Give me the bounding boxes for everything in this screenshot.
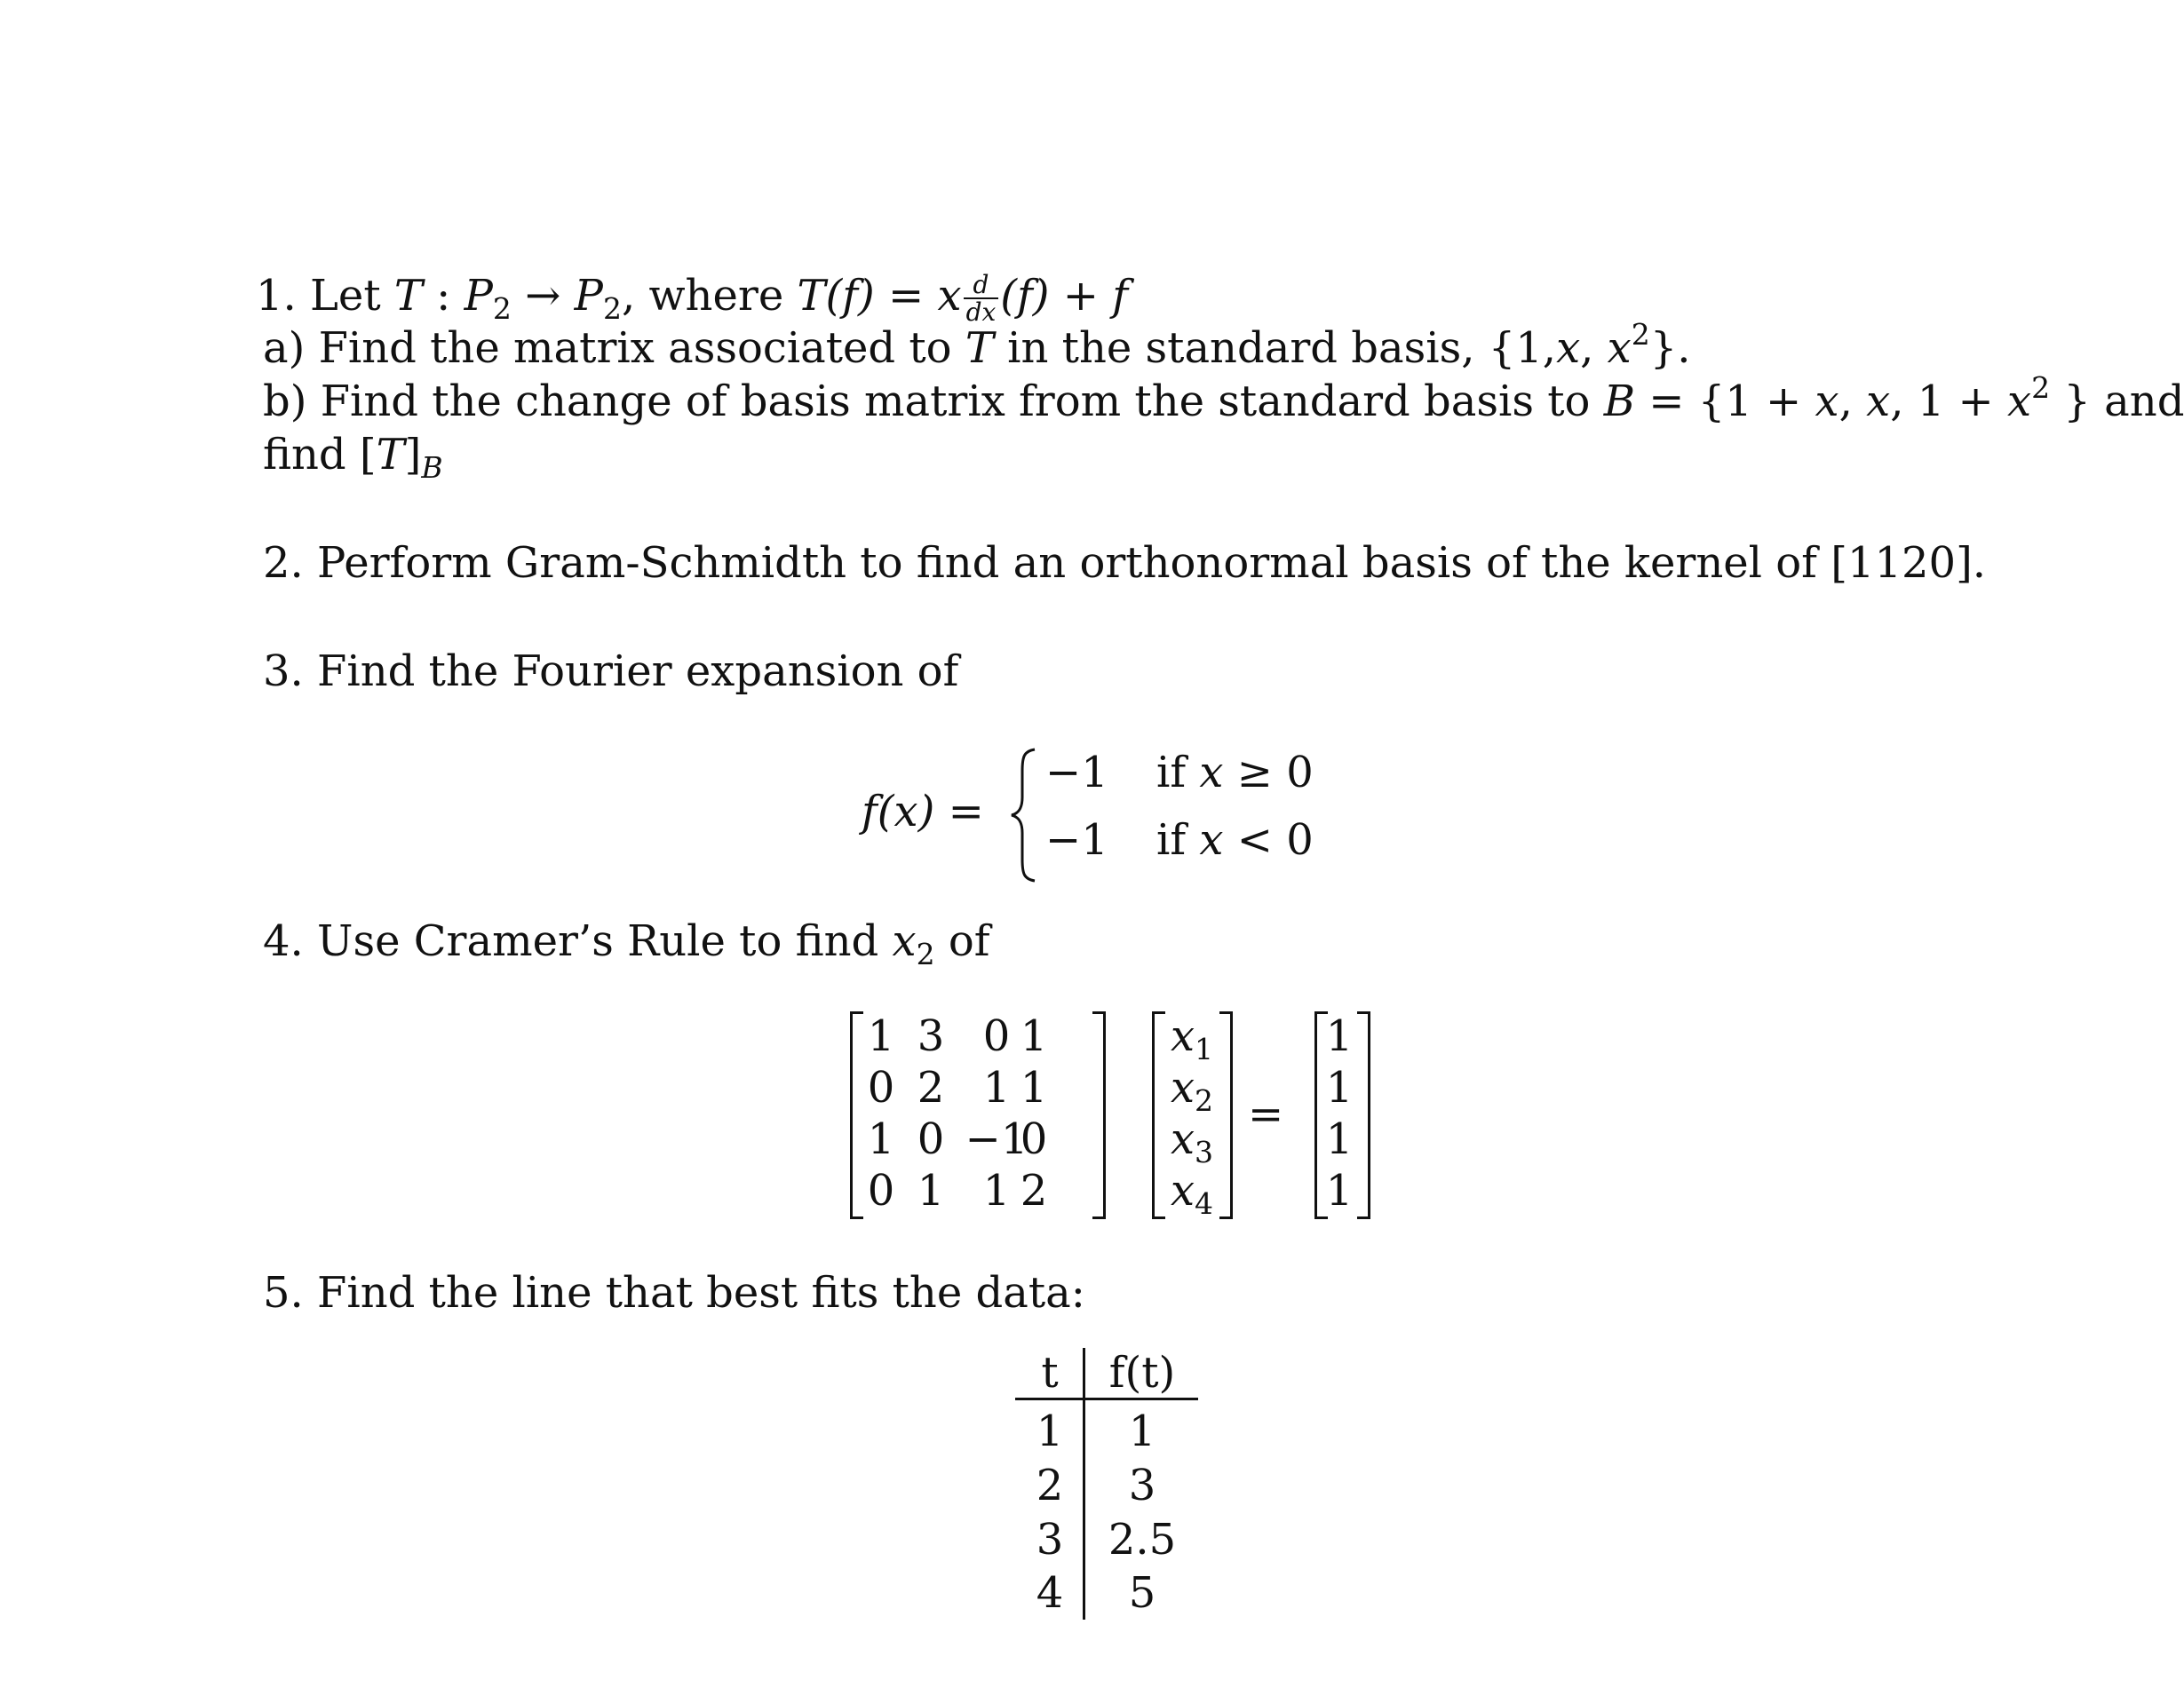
rhs-entry: 1 (1325, 1011, 1354, 1061)
basis-set-close: } and (2063, 376, 2184, 426)
rhs-right-bracket (1357, 1011, 1370, 1219)
linear-system (844, 1008, 1377, 1225)
unknown-entry (1163, 1063, 1220, 1118)
problem-1-statement (256, 272, 1128, 326)
part-a-basis-text: in the standard basis, {1, (1007, 323, 1557, 373)
problem-2-text: 2. Perform Gram-Schmidth to find an orthonormal basis of the kernel of [1120]. (263, 538, 1987, 588)
problem-1-part-b-line-2 (263, 430, 443, 485)
matrix-cell: 2 (917, 1063, 945, 1113)
case-2-value: −1 (1045, 815, 1108, 865)
case-2-condition (1156, 815, 1314, 865)
part-b-T: T (376, 430, 405, 479)
matrix-cell: 2 (1020, 1166, 1048, 1216)
where-text: , where (621, 270, 784, 321)
matrix-cell: 0 (982, 1011, 1011, 1061)
table-cell: 1 (1128, 1407, 1156, 1456)
derivative-denominator: dx (965, 297, 997, 328)
problem-5-statement (263, 1268, 1085, 1318)
vector-x-right-bracket (1219, 1011, 1233, 1219)
table-cell: 1 (1036, 1407, 1064, 1456)
matrix-cell: 1 (1020, 1063, 1048, 1113)
table-header: f(t) (1108, 1348, 1176, 1398)
part-b-bracket-close: ] (404, 430, 422, 479)
case-1-if: if (1156, 748, 1187, 797)
table-cell: 3 (1036, 1515, 1064, 1565)
table-header: t (1041, 1348, 1059, 1398)
piecewise-function (862, 744, 1323, 886)
matrix-cell: 0 (867, 1063, 895, 1113)
matrix-cell: 1 (867, 1011, 895, 1061)
definition-rhs: (f) + (1000, 270, 1099, 321)
definition-rhs-f: f (1112, 270, 1129, 321)
basis-exponent: 2 (2031, 370, 2051, 405)
basis-x-1: x (1815, 376, 1839, 426)
matrix-left-bracket (850, 1011, 863, 1219)
case-2-x: x (1199, 815, 1224, 865)
unknown-entry (1163, 1011, 1220, 1066)
problem-2-statement (263, 538, 1987, 588)
case-2-relation: < 0 (1236, 815, 1314, 865)
piecewise-equals: = (948, 787, 984, 836)
piecewise-lhs (862, 787, 984, 836)
problem-4-statement (263, 916, 990, 971)
rhs-entry: 1 (1325, 1063, 1354, 1113)
table-header-rule (1015, 1398, 1198, 1400)
table-cell: 3 (1128, 1461, 1156, 1510)
basis-comma-1: , (1839, 376, 1853, 426)
unknown-entry (1163, 1166, 1220, 1221)
function-argument: (x) (877, 787, 935, 836)
matrix-cell: 0 (1020, 1114, 1048, 1164)
part-a-comma: , (1580, 323, 1594, 373)
case-1-x: x (1199, 748, 1224, 797)
unknown-subscript: 1 (1195, 1032, 1214, 1066)
case-1-value: −1 (1045, 748, 1108, 797)
derivative-numerator: d (964, 272, 999, 299)
case-2-if: if (1156, 815, 1187, 865)
problem-1-part-a (263, 317, 1691, 373)
unknown-subscript: 2 (1195, 1083, 1214, 1118)
case-1-condition (1156, 748, 1314, 797)
part-a-exponent: 2 (1631, 317, 1650, 352)
matrix-cell: 0 (867, 1166, 895, 1216)
target-variable: x (892, 916, 917, 966)
rhs-entry: 1 (1325, 1166, 1354, 1216)
case-1-relation: ≥ 0 (1236, 748, 1314, 797)
problem-4-of: of (948, 916, 990, 966)
data-table (1015, 1348, 1202, 1623)
basis-B: B (1603, 376, 1635, 426)
system-equals: = (1248, 1090, 1284, 1139)
unknown-entry (1163, 1114, 1220, 1169)
matrix-cell: 1 (1020, 1011, 1048, 1061)
table-cell: 4 (1036, 1568, 1064, 1618)
colon: : (436, 270, 451, 321)
problem-3-text: 3. Find the Fourier expansion of (263, 646, 959, 696)
unknown-name: x (1170, 1011, 1195, 1061)
part-a-end: }. (1649, 323, 1691, 373)
matrix-cell: −1 (965, 1114, 1028, 1164)
part-b-find-text: find [ (263, 430, 377, 479)
unknown-subscript: 3 (1195, 1135, 1214, 1169)
derivative-fraction (964, 272, 999, 326)
codomain-space: P (574, 270, 603, 321)
matrix-cell: 1 (982, 1166, 1011, 1216)
left-brace-icon (1008, 744, 1044, 886)
equals-sign: = (888, 270, 925, 321)
part-b-basis-subscript: B (421, 450, 443, 485)
matrix-cell: 1 (867, 1114, 895, 1164)
map-symbol: T (393, 270, 423, 321)
matrix-cell: 0 (917, 1114, 945, 1164)
part-a-text: a) Find the matrix associated to (263, 323, 952, 373)
matrix-cell: 1 (982, 1063, 1011, 1113)
basis-x-3: x (2007, 376, 2032, 426)
unknown-subscript: 4 (1195, 1186, 1214, 1221)
target-variable-subscript: 2 (916, 937, 935, 971)
table-vertical-rule (1083, 1348, 1085, 1620)
function-f: f (862, 787, 878, 836)
table-cell: 2.5 (1108, 1515, 1177, 1565)
matrix-cell: 3 (917, 1011, 945, 1061)
part-b-text: b) Find the change of basis matrix from the standard basis to (263, 376, 1591, 426)
problem-3-statement (263, 646, 959, 696)
basis-x-2: x (1866, 376, 1891, 426)
arrow-icon: → (525, 270, 561, 321)
definition-argument: (f) (825, 270, 875, 321)
matrix-cell: 1 (917, 1166, 945, 1216)
part-a-x: x (1556, 323, 1581, 373)
problem-1-part-b (263, 370, 2184, 426)
definition-x: x (937, 270, 962, 321)
matrix-right-bracket (1092, 1011, 1106, 1219)
domain-subscript: 2 (492, 290, 512, 326)
codomain-subscript: 2 (602, 290, 622, 326)
basis-comma-2: , 1 + (1890, 376, 1994, 426)
problem-5-text: 5. Find the line that best fits the data: (263, 1268, 1085, 1318)
part-a-T: T (965, 323, 994, 373)
definition-lhs: T (797, 270, 826, 321)
unknown-name: x (1170, 1063, 1195, 1113)
problem-1-label: 1. Let (256, 270, 381, 321)
part-a-x-squared: x (1607, 323, 1632, 373)
rhs-entry: 1 (1325, 1114, 1354, 1164)
unknown-name: x (1170, 1166, 1195, 1216)
domain-space: P (464, 270, 493, 321)
basis-set-open: = {1 + (1648, 376, 1802, 426)
problem-4-text: 4. Use Cramer’s Rule to find (263, 916, 879, 966)
unknown-name: x (1170, 1114, 1195, 1164)
table-cell: 2 (1036, 1461, 1064, 1510)
table-cell: 5 (1128, 1568, 1156, 1618)
